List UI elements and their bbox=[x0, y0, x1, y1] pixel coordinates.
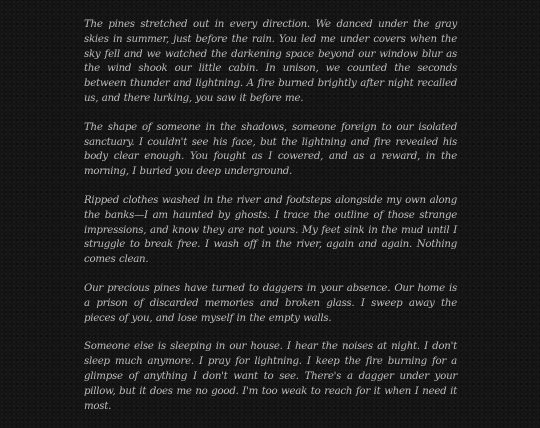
paragraph-3: Ripped clothes washed in the river and footsteps alongside my own along the banks—I am haunted by ghosts. I trace the outline of those strange impressions, and know they are not yours. My feet sink in the mud until I struggle to break free. I wash off in the river, again and again. Nothing comes clean. bbox=[84, 194, 457, 266]
story-text bbox=[84, 18, 457, 428]
paragraph-5: Someone else is sleeping in our house. I hear the noises at night. I don't sleep much anymore. I pray for lightning. I keep the fire burning for a glimpse of anything I don't want to see. There's a dagger under your pillow, but it does me no good. I'm too weak to reach for it when I need it most. bbox=[84, 341, 457, 412]
paragraph-4: Our precious pines have turned to daggers in your absence. Our home is a prison of discarded memories and broken glass. I sweep away the pieces of you, and lose myself in the empty walls. bbox=[84, 282, 457, 324]
paragraph-2: The shape of someone in the shadows, someone foreign to our isolated sanctuary. I couldn't see his face, but the lightning and fire revealed his body clear enough. You fought as I cowered, and as a reward, in the morning, I buried you deep underground. bbox=[84, 121, 457, 178]
paragraph-1: The pines stretched out in every direction. We danced under the gray skies in summer, just before the rain. You led me under covers when the sky fell and we watched the darkening space beyond our window blur as the wind shook our little cabin. In unison, we counted the seconds between thunder and lightning. A fire burned brightly after night recalled us, and there lurking, you saw it before me. bbox=[84, 19, 457, 104]
